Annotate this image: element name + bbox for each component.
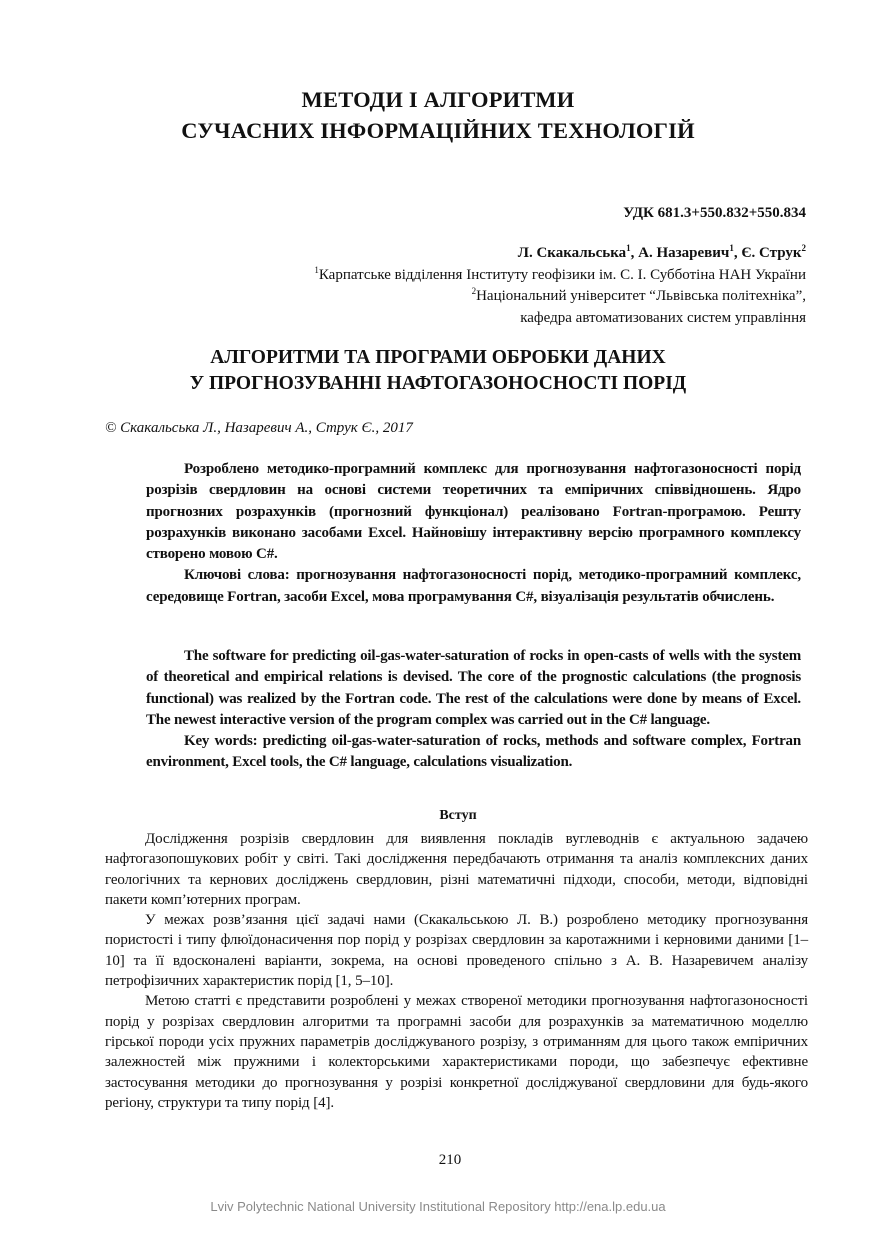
author-3-affiliation-mark: 2 xyxy=(801,243,806,253)
repository-footer: Lviv Polytechnic National University Institutional Repository http://ena.lp.edu.ua xyxy=(210,1199,666,1214)
keywords-english: Key words: predicting oil-gas-water-saturation of rocks, methods and software complex, Fortran environment, Excel tools, the C# language, calculations visualization. xyxy=(146,733,801,771)
intro-paragraph: Дослідження розрізів свердловин для виявлення покладів вуглеводнів є актуальною задачею нафтогазопошукових робіт у світі. Такі дослідження передбачають отримання та аналіз комплексних даних геологічних та кернових досліджень свердловин, різні математичні підходи, способи, методи, відповідні пакети комп’ютерних програм. xyxy=(105,831,808,908)
abstract-ukrainian-text: Розроблено методико-програмний комплекс для прогнозування нафтогазоносності порід розрізів свердловин на основі системи теоретичних та емпіричних співвідношень. Ядро прогнозних розрахунків (прогнозний функціонал) реалізовано Fortran-програмою. Решту розрахунків виконано засобами Excel. Найновішу інтерактивну версію програмного комплексу створено мовою C#. xyxy=(146,461,801,563)
author-block xyxy=(314,243,806,329)
section-header xyxy=(0,84,876,146)
abstract-english xyxy=(146,646,801,774)
keywords-ukrainian: Ключові слова: прогнозування нафтогазоносності порід, методико-програмний комплекс, середовище Fortran, засоби Excel, мова програмування C#, візуалізація результатів обчислень. xyxy=(146,567,801,605)
section-header-line-1: МЕТОДИ І АЛГОРИТМИ xyxy=(301,87,575,112)
intro-body xyxy=(105,829,808,1113)
affiliation-2-text: Національний університет “Львівська політехніка”, xyxy=(476,288,806,304)
page-number: 210 xyxy=(438,1152,462,1168)
author-1-affiliation-mark: 1 xyxy=(626,243,631,253)
affiliation-1-text: Карпатське відділення Інституту геофізики ім. С. І. Субботіна НАН України xyxy=(318,266,806,283)
affiliation-1 xyxy=(314,265,806,287)
author-1: Л. Скакальська xyxy=(517,245,627,261)
section-header-line-2: СУЧАСНИХ ІНФОРМАЦІЙНИХ ТЕХНОЛОГІЙ xyxy=(181,118,695,143)
intro-paragraph: Метою статті є представити розроблені у межах створеної методики прогнозування нафтогазоносності порід у розрізах свердловин алгоритми та програмні засоби для розрахунків за математичною моделлю гірської породи усіх пружних параметрів досліджуваного розрізу, з отриманням для цього також емпіричних залежностей між пружними і колекторськими характеристиками породи, що забезпечує ефективне застосування методики до прогнозування у розрізі конкретної досліджуваної свердловини для будь-якого регіону, структури та типу порід [4]. xyxy=(105,993,808,1111)
udk-code: УДК 681.3+550.832+550.834 xyxy=(623,205,806,221)
copyright-line: © Скакальська Л., Назаревич А., Струк Є., 2017 xyxy=(105,420,413,436)
intro-paragraph: У межах розв’язання цієї задачі нами (Скакальською Л. В.) розроблено методику прогнозування пористості і типу флюїдонасичення пор порід у розрізах свердловин за каротажними і керновими даними [1–10] та її вдосконалені варіанти, зокрема, на основі проведеного спільно з А. В. Назаревичем аналізу петрофізичних характеристик порід [1, 5–10]. xyxy=(105,912,808,990)
paper-title-line-1: АЛГОРИТМИ ТА ПРОГРАМИ ОБРОБКИ ДАНИХ xyxy=(210,347,666,368)
author-3: , Є. Струк xyxy=(733,245,802,261)
author-names xyxy=(314,243,806,265)
author-2: , А. Назаревич xyxy=(630,245,730,261)
abstract-english-text: The software for predicting oil-gas-water-saturation of rocks in open-casts of wells with the system of theoretical and empirical relations is devised. The core of the prognostic calculations (the prognosis functional) was realized by the Fortran code. The rest of the calculations were done by means of Excel. The newest interactive version of the program complex was carried out in the C# language. xyxy=(146,648,801,728)
intro-heading: Вступ xyxy=(439,808,477,823)
affiliation-2-mark: 2 xyxy=(471,286,477,296)
affiliation-1-mark: 1 xyxy=(314,264,319,275)
author-2-affiliation-mark: 1 xyxy=(729,243,734,253)
affiliation-2-department: кафедра автоматизованих систем управління xyxy=(520,309,806,326)
paper-title xyxy=(0,345,876,397)
abstract-ukrainian xyxy=(146,459,801,608)
paper-title-line-2: У ПРОГНОЗУВАННІ НАФТОГАЗОНОСНОСТІ ПОРІД xyxy=(189,373,687,394)
affiliation-2 xyxy=(314,286,806,308)
